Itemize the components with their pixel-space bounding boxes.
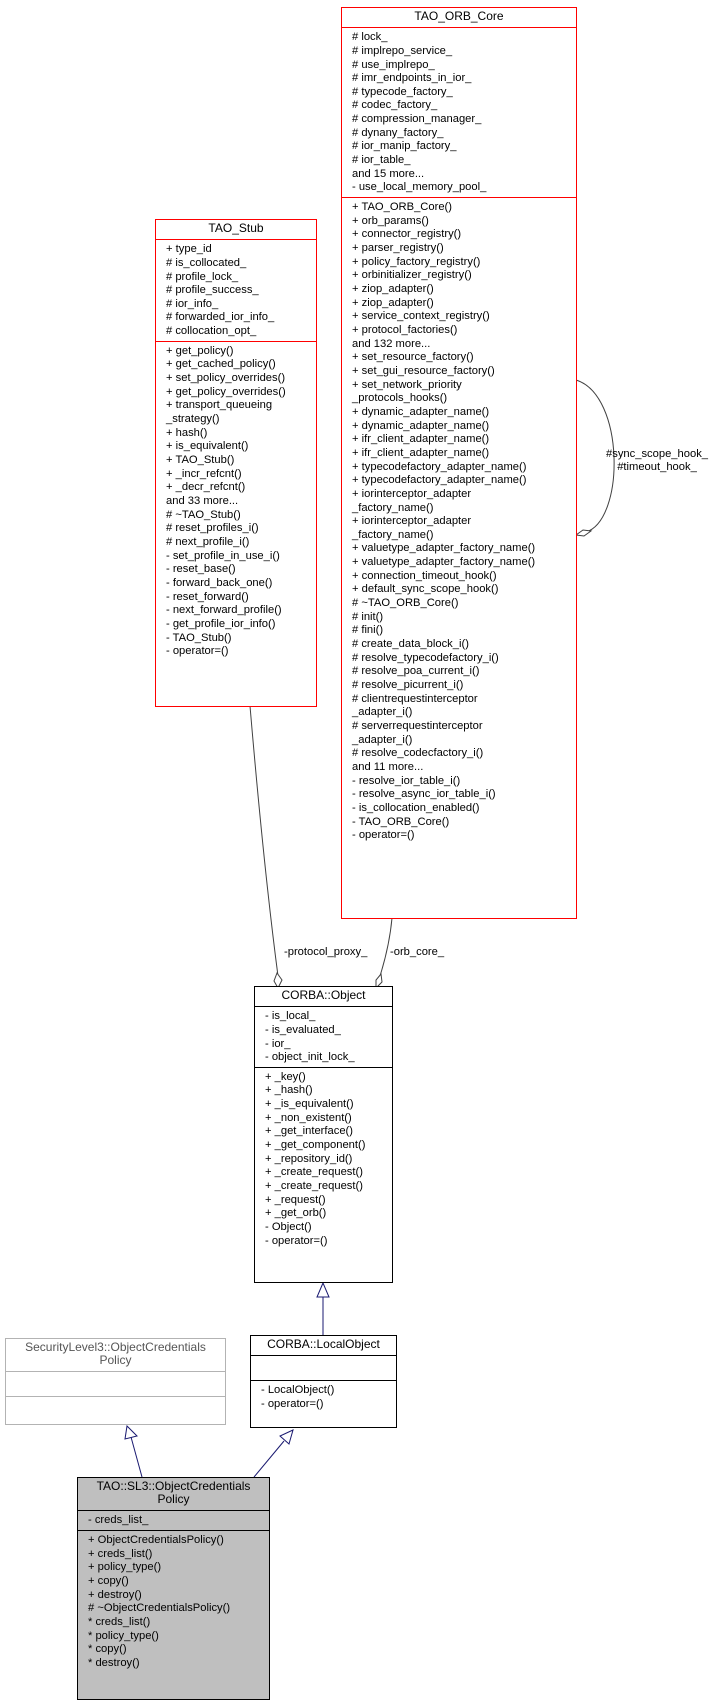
- member-line: # forwarded_ior_info_: [166, 311, 275, 324]
- member-line: + service_context_registry(): [352, 310, 490, 323]
- member-line: + typecodefactory_adapter_name(): [352, 474, 527, 487]
- member-line: + iorinterceptor_adapter: [352, 487, 472, 500]
- member-line: + TAO_Stub(): [166, 454, 235, 467]
- member-line: # profile_lock_: [166, 270, 239, 283]
- member-line: - next_forward_profile(): [166, 604, 282, 617]
- member-line: - Object(): [265, 1221, 312, 1234]
- member-line: # resolve_picurrent_i(): [352, 679, 464, 692]
- member-line: - operator=(): [265, 1234, 328, 1247]
- self-loop-diamond: [576, 530, 591, 536]
- member-line: # imr_endpoints_in_ior_: [352, 72, 472, 85]
- member-line: - operator=(): [352, 829, 415, 842]
- member-line: # ~TAO_Stub(): [166, 508, 241, 521]
- methods-section: [255, 1067, 392, 1251]
- member-line: and 132 more...: [352, 337, 431, 350]
- member-line: # serverrequestinterceptor: [352, 720, 483, 733]
- member-line: - TAO_ORB_Core(): [352, 815, 450, 828]
- class-title: CORBA::LocalObject: [267, 1337, 380, 1351]
- member-line: + type_id: [166, 243, 212, 256]
- member-line: - operator=(): [166, 645, 229, 658]
- member-line: _adapter_i(): [352, 706, 413, 719]
- member-line: # resolve_codecfactory_i(): [352, 747, 484, 760]
- member-line: - resolve_ior_table_i(): [352, 774, 461, 787]
- member-line: # collocation_opt_: [166, 325, 257, 338]
- member-line: + get_cached_policy(): [166, 358, 276, 371]
- member-line: - creds_list_: [88, 1514, 149, 1527]
- member-line: and 33 more...: [166, 495, 239, 508]
- member-line: - ior_: [265, 1037, 291, 1050]
- member-line: + _request(): [265, 1193, 326, 1206]
- member-line: - use_local_memory_pool_: [352, 181, 487, 194]
- securitylevel3-inheritance-arrow: [125, 1426, 137, 1439]
- member-line: + get_policy_overrides(): [166, 385, 286, 398]
- member-line: and 11 more...: [352, 760, 424, 773]
- attributes-section: [255, 1006, 392, 1067]
- member-line: # fini(): [352, 624, 384, 637]
- member-line: + dynamic_adapter_name(): [352, 405, 490, 418]
- member-line: + connection_timeout_hook(): [352, 569, 497, 582]
- member-line: + protocol_factories(): [352, 323, 458, 336]
- member-line: # typecode_factory_: [352, 85, 453, 98]
- member-line: _factory_name(): [352, 501, 434, 514]
- member-line: - is_local_: [265, 1010, 316, 1023]
- localobject-sl3-inheritance-edge: [254, 1441, 284, 1477]
- member-line: # use_implrepo_: [352, 58, 435, 71]
- member-line: + TAO_ORB_Core(): [352, 201, 452, 214]
- member-line: # resolve_poa_current_i(): [352, 665, 480, 678]
- member-line: # is_collocated_: [166, 256, 247, 269]
- class-tao-orb-core[interactable]: [341, 7, 577, 919]
- member-line: - LocalObject(): [261, 1384, 335, 1397]
- member-line: # ior_info_: [166, 297, 219, 310]
- member-line: + _key(): [265, 1070, 306, 1083]
- member-line: - resolve_async_ior_table_i(): [352, 788, 496, 801]
- member-line: - reset_forward(): [166, 590, 249, 603]
- member-line: - TAO_Stub(): [166, 631, 232, 644]
- member-line: + set_policy_overrides(): [166, 372, 286, 385]
- member-line: + _repository_id(): [265, 1152, 353, 1165]
- member-line: + ziop_adapter(): [352, 283, 434, 296]
- attributes-section: [251, 1355, 396, 1380]
- member-line: # resolve_typecodefactory_i(): [352, 651, 499, 664]
- member-line: # compression_manager_: [352, 113, 482, 126]
- methods-section: [6, 1396, 225, 1421]
- member-line: + creds_list(): [88, 1547, 153, 1560]
- member-line: # ior_table_: [352, 154, 411, 167]
- protocol-proxy-edge: [250, 706, 278, 976]
- class-corba-object[interactable]: [254, 986, 393, 1283]
- member-line: # profile_success_: [166, 284, 259, 297]
- member-line: + dynamic_adapter_name(): [352, 419, 490, 432]
- orb-core-label: -orb_core_: [390, 946, 445, 958]
- member-line: * creds_list(): [88, 1616, 151, 1628]
- member-line: + iorinterceptor_adapter: [352, 515, 472, 528]
- member-line: + _is_equivalent(): [265, 1098, 354, 1111]
- member-line: + ziop_adapter(): [352, 296, 434, 309]
- member-line: + _create_request(): [265, 1180, 363, 1193]
- member-line: - is_collocation_enabled(): [352, 801, 480, 814]
- member-line: + set_resource_factory(): [352, 351, 474, 364]
- localobject-inheritance-arrow: [317, 1283, 329, 1297]
- member-line: + ifr_client_adapter_name(): [352, 446, 490, 459]
- member-line: and 15 more...: [352, 167, 425, 180]
- member-line: - object_init_lock_: [265, 1051, 355, 1064]
- member-line: + _decr_refcnt(): [166, 481, 246, 494]
- member-line: * policy_type(): [88, 1629, 159, 1642]
- member-line: + ObjectCredentialsPolicy(): [88, 1534, 224, 1547]
- class-title: TAO::SL3::ObjectCredentials Policy: [96, 1479, 251, 1507]
- member-line: + _get_component(): [265, 1139, 366, 1152]
- member-line: # create_data_block_i(): [352, 638, 469, 651]
- member-line: + set_gui_resource_factory(): [352, 364, 495, 377]
- member-line: - forward_back_one(): [166, 576, 273, 589]
- member-line: _factory_name(): [352, 528, 434, 541]
- member-line: + hash(): [166, 426, 208, 439]
- member-line: - set_profile_in_use_i(): [166, 549, 280, 562]
- methods-section: [251, 1380, 396, 1413]
- member-line: _strategy(): [166, 413, 220, 426]
- member-line: + orb_params(): [352, 214, 429, 227]
- class-securitylevel3-policy[interactable]: [5, 1338, 226, 1425]
- member-line: + _create_request(): [265, 1166, 363, 1179]
- member-line: - reset_base(): [166, 563, 236, 576]
- member-line: * destroy(): [88, 1656, 140, 1669]
- member-line: + typecodefactory_adapter_name(): [352, 460, 527, 473]
- attributes-section: [156, 239, 316, 341]
- self-loop-label: #sync_scope_hook_ #timeout_hook_: [606, 448, 709, 473]
- member-line: - operator=(): [261, 1397, 324, 1410]
- member-line: # ior_manip_factory_: [352, 140, 457, 153]
- member-line: * copy(): [88, 1643, 127, 1656]
- localobject-sl3-inheritance-arrow: [280, 1430, 293, 1444]
- member-line: + _get_orb(): [265, 1207, 327, 1220]
- member-line: _protocols_hooks(): [352, 392, 448, 405]
- member-line: # dynany_factory_: [352, 126, 444, 139]
- member-line: # clientrequestinterceptor: [352, 692, 478, 705]
- attributes-section: [6, 1371, 225, 1396]
- member-line: + destroy(): [88, 1588, 142, 1601]
- class-tao-sl3-policy[interactable]: [77, 1477, 270, 1700]
- member-line: # next_profile_i(): [166, 535, 250, 548]
- member-line: + orbinitializer_registry(): [352, 269, 472, 282]
- member-line: # implrepo_service_: [352, 44, 453, 57]
- securitylevel3-inheritance-edge: [131, 1437, 142, 1477]
- member-line: + parser_registry(): [352, 242, 444, 255]
- member-line: + policy_factory_registry(): [352, 255, 481, 268]
- member-line: _adapter_i(): [352, 733, 413, 746]
- protocol-proxy-label: -protocol_proxy_: [284, 946, 368, 958]
- attributes-section: [342, 27, 576, 197]
- member-line: # lock_: [352, 31, 388, 44]
- member-line: + transport_queueing: [166, 399, 273, 412]
- member-line: # ~ObjectCredentialsPolicy(): [88, 1602, 231, 1615]
- class-title: SecurityLevel3::ObjectCredentials Policy: [25, 1340, 206, 1368]
- member-line: # reset_profiles_i(): [166, 522, 259, 535]
- member-line: - get_profile_ior_info(): [166, 617, 276, 630]
- member-line: + policy_type(): [88, 1561, 162, 1574]
- member-line: + valuetype_adapter_factory_name(): [352, 556, 536, 569]
- methods-section: [78, 1530, 269, 1673]
- class-tao-stub[interactable]: [155, 219, 317, 707]
- member-line: - is_evaluated_: [265, 1023, 341, 1036]
- member-line: + get_policy(): [166, 344, 234, 357]
- methods-section: [156, 341, 316, 661]
- class-title: TAO_ORB_Core: [414, 9, 504, 23]
- member-line: # ~TAO_ORB_Core(): [352, 597, 459, 610]
- class-title: CORBA::Object: [281, 988, 366, 1002]
- member-line: # codec_factory_: [352, 99, 438, 112]
- member-line: + _hash(): [265, 1084, 313, 1097]
- class-title: TAO_Stub: [208, 221, 264, 235]
- member-line: + default_sync_scope_hook(): [352, 583, 499, 596]
- member-line: + valuetype_adapter_factory_name(): [352, 542, 536, 555]
- member-line: + ifr_client_adapter_name(): [352, 433, 490, 446]
- attributes-section: [78, 1510, 269, 1530]
- methods-section: [342, 197, 576, 845]
- member-line: + set_network_priority: [352, 378, 462, 391]
- member-line: + copy(): [88, 1575, 129, 1588]
- class-corba-localobject[interactable]: [250, 1335, 397, 1428]
- member-line: + _incr_refcnt(): [166, 467, 242, 480]
- member-line: # init(): [352, 610, 384, 623]
- member-line: + _non_existent(): [265, 1111, 352, 1124]
- member-line: + is_equivalent(): [166, 440, 249, 453]
- member-line: + _get_interface(): [265, 1125, 353, 1138]
- member-line: + connector_registry(): [352, 228, 462, 241]
